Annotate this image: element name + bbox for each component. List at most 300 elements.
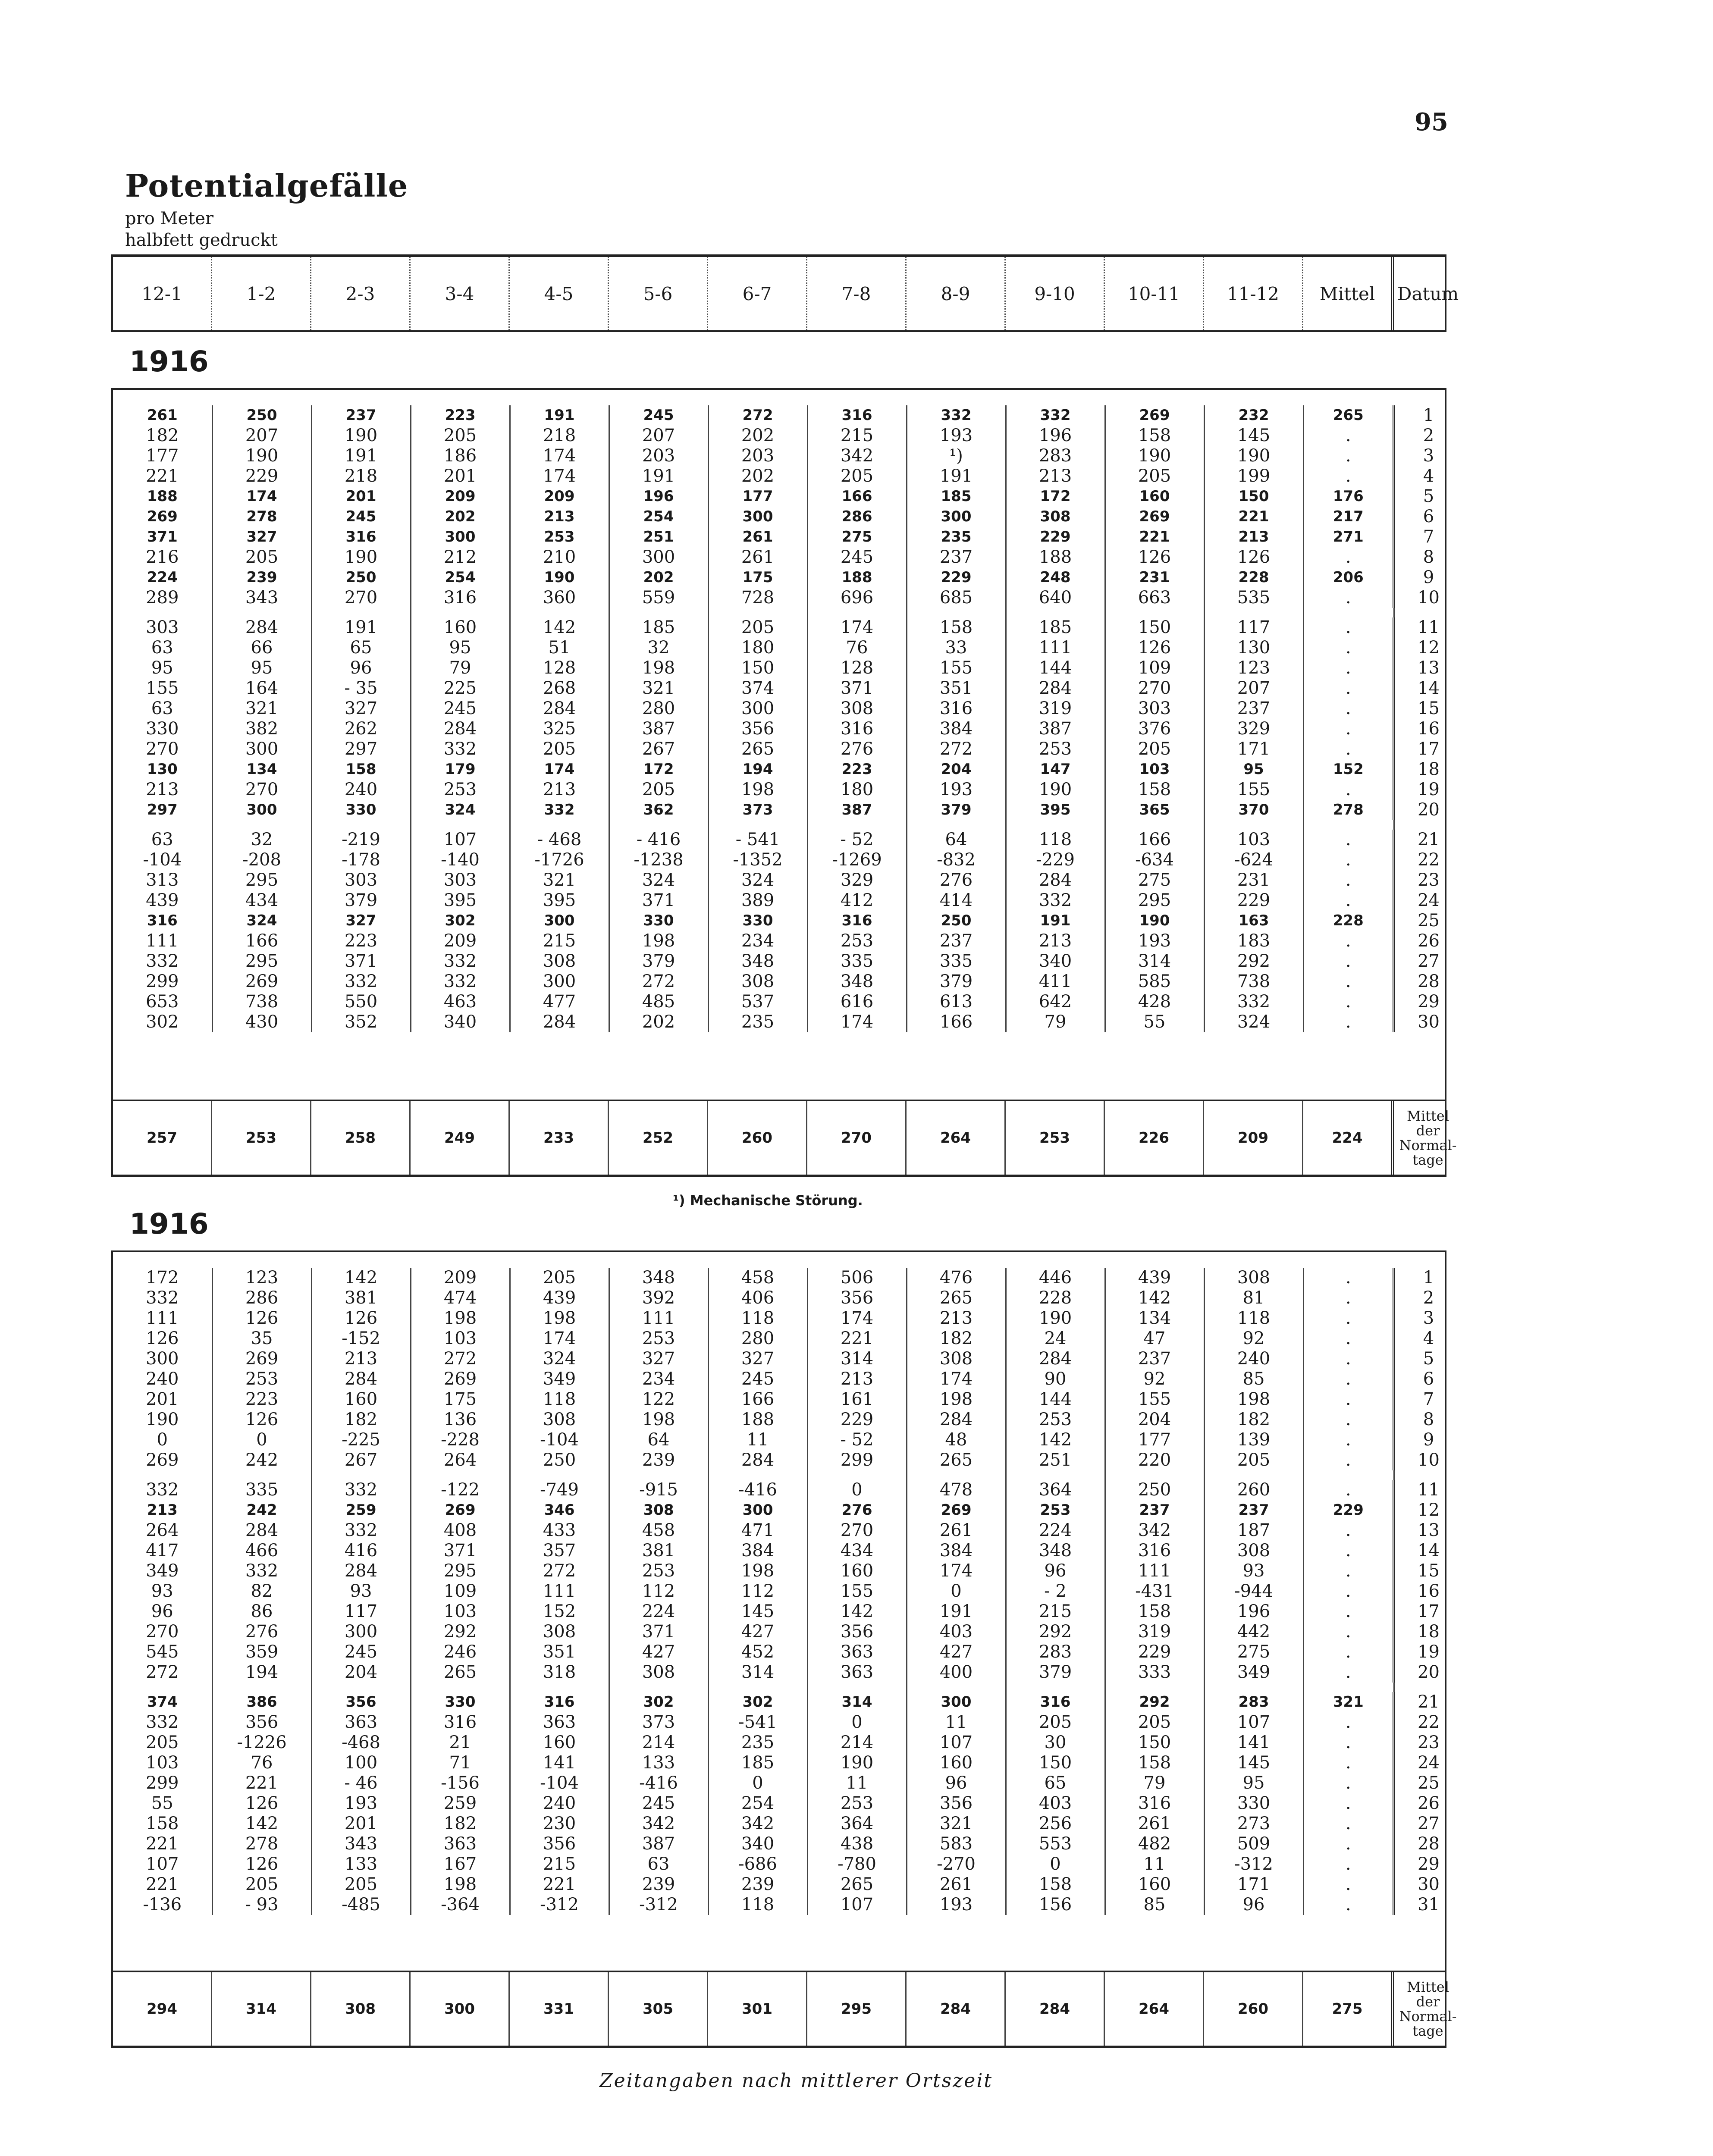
value-cell: 272 (411, 1349, 510, 1369)
value-cell: 201 (311, 1814, 411, 1834)
value-cell: 327 (311, 911, 411, 931)
value-cell: 245 (708, 1369, 807, 1389)
value-cell: 270 (113, 739, 212, 759)
date-cell: 5 (1423, 1349, 1434, 1369)
value-cell: 111 (1105, 1561, 1204, 1581)
subtitle-line-1: pro Meter (125, 209, 214, 229)
value-cell: 66 (212, 638, 311, 658)
value-cell: 332 (411, 971, 510, 992)
value-cell: 262 (311, 719, 411, 739)
mean-cell: . (1303, 1389, 1394, 1410)
value-cell: 283 (1204, 1692, 1303, 1712)
value-cell: 86 (212, 1601, 311, 1622)
value-cell: 229 (212, 466, 311, 486)
value-cell: 204 (1105, 1410, 1204, 1430)
value-cell: 55 (1105, 1012, 1204, 1032)
value-cell: 240 (113, 1369, 212, 1389)
value-cell: 128 (510, 658, 609, 678)
value-cell: 316 (807, 405, 907, 426)
value-cell: 284 (1006, 1349, 1105, 1369)
value-cell: 155 (113, 678, 212, 699)
value-cell: 327 (311, 699, 411, 719)
value-cell: 213 (113, 780, 212, 800)
value-cell: 308 (1204, 1268, 1303, 1288)
value-cell: -1352 (708, 850, 807, 870)
value-cell: 300 (708, 699, 807, 719)
table-row (113, 1622, 1462, 1642)
value-cell: 166 (907, 1012, 1006, 1032)
value-cell: 201 (113, 1389, 212, 1410)
mean-value: 305 (609, 1972, 708, 2046)
value-cell: 126 (212, 1410, 311, 1430)
value-cell: 363 (807, 1662, 907, 1683)
value-cell: 185 (708, 1753, 807, 1773)
value-cell: 269 (113, 507, 212, 527)
value-cell: 224 (1006, 1520, 1105, 1541)
date-cell: 6 (1423, 507, 1434, 526)
value-cell: 163 (1204, 911, 1303, 931)
value-cell: 275 (807, 527, 907, 547)
value-cell: 553 (1006, 1834, 1105, 1854)
value-cell: 300 (212, 739, 311, 759)
value-cell: 191 (1006, 911, 1105, 931)
value-cell: 11 (1105, 1854, 1204, 1874)
mean-cell: . (1303, 1561, 1394, 1581)
value-cell: 79 (1006, 1012, 1105, 1032)
value-cell: 379 (1006, 1662, 1105, 1683)
value-cell: 204 (907, 759, 1006, 780)
value-cell: 205 (212, 547, 311, 567)
mean-label-line: Mittel (1407, 1108, 1449, 1124)
value-cell: 319 (1006, 699, 1105, 719)
value-cell: -485 (311, 1895, 411, 1915)
value-cell: 280 (708, 1329, 807, 1349)
mean-cell: . (1303, 446, 1394, 466)
value-cell: 292 (1006, 1622, 1105, 1642)
value-cell: - 46 (311, 1773, 411, 1793)
value-cell: 254 (708, 1793, 807, 1814)
mean-cell: . (1303, 426, 1394, 446)
table-row (113, 992, 1462, 1012)
table-row (113, 1268, 1462, 1288)
column-header-12: 11-12 (1204, 257, 1303, 330)
table-row (113, 1874, 1462, 1895)
value-cell: 188 (708, 1410, 807, 1430)
value-cell: 201 (311, 486, 411, 507)
value-cell: 35 (212, 1329, 311, 1349)
value-cell: -431 (1105, 1581, 1204, 1601)
table-row (113, 588, 1462, 608)
table-row (113, 1430, 1462, 1450)
value-cell: 231 (1105, 567, 1204, 588)
value-cell: 92 (1204, 1329, 1303, 1349)
value-cell: 329 (1204, 719, 1303, 739)
value-cell: 205 (510, 739, 609, 759)
date-cell: 1 (1423, 1268, 1434, 1288)
value-cell: 190 (1006, 1308, 1105, 1329)
mean-cell: . (1303, 1410, 1394, 1430)
value-cell: 324 (708, 870, 807, 890)
value-cell: 133 (311, 1854, 411, 1874)
value-cell: 158 (1105, 1753, 1204, 1773)
value-cell: ¹) (907, 446, 1006, 466)
date-cell: 22 (1418, 850, 1440, 870)
mean-value: 284 (907, 1972, 1006, 2046)
value-cell: 269 (212, 971, 311, 992)
value-cell: -416 (708, 1480, 807, 1500)
value-cell: 198 (708, 1561, 807, 1581)
value-cell: 400 (907, 1662, 1006, 1683)
value-cell: -156 (411, 1773, 510, 1793)
date-cell: 10 (1418, 1450, 1440, 1470)
value-cell: 215 (1006, 1601, 1105, 1622)
value-cell: 302 (609, 1692, 708, 1712)
value-cell: 145 (708, 1601, 807, 1622)
value-cell: 205 (1204, 1450, 1303, 1470)
value-cell: 213 (311, 1349, 411, 1369)
value-cell: 384 (907, 719, 1006, 739)
value-cell: 349 (510, 1369, 609, 1389)
value-cell: 134 (1105, 1308, 1204, 1329)
value-cell: 95 (1204, 1773, 1303, 1793)
mean-label-line: Normal- (1399, 2008, 1457, 2024)
value-cell: 187 (1204, 1520, 1303, 1541)
value-cell: 356 (907, 1793, 1006, 1814)
value-cell: 111 (510, 1581, 609, 1601)
value-cell: 300 (311, 1622, 411, 1642)
value-cell: 321 (609, 678, 708, 699)
mean-value: 252 (609, 1101, 708, 1175)
value-cell: 144 (1006, 1389, 1105, 1410)
value-cell: 292 (411, 1622, 510, 1642)
table-row (113, 527, 1462, 547)
mean-label (1394, 1101, 1462, 1175)
data-table (113, 405, 1462, 1032)
value-cell: 653 (113, 992, 212, 1012)
value-cell: 300 (907, 507, 1006, 527)
mean-label-line: Normal- (1399, 1137, 1457, 1153)
value-cell: 384 (907, 1541, 1006, 1561)
value-cell: 395 (411, 890, 510, 911)
value-cell: 284 (311, 1369, 411, 1389)
table-row (113, 1733, 1462, 1753)
value-cell: 330 (609, 911, 708, 931)
value-cell: 246 (411, 1642, 510, 1662)
date-cell: 29 (1418, 1854, 1440, 1874)
value-cell: 180 (807, 780, 907, 800)
value-cell: 145 (1204, 426, 1303, 446)
value-cell: 276 (907, 870, 1006, 890)
mean-value: 264 (1105, 1972, 1204, 2046)
value-cell: 332 (1006, 890, 1105, 911)
value-cell: -749 (510, 1480, 609, 1500)
column-header-11: 10-11 (1105, 257, 1204, 330)
value-cell: 265 (807, 1874, 907, 1895)
value-cell: 229 (907, 567, 1006, 588)
value-cell: 209 (411, 486, 510, 507)
value-cell: -122 (411, 1480, 510, 1500)
value-cell: 218 (311, 466, 411, 486)
value-cell: 332 (311, 1480, 411, 1500)
table-row (113, 850, 1462, 870)
value-cell: 221 (113, 1834, 212, 1854)
value-cell: 284 (510, 699, 609, 719)
column-header-1: 12-1 (113, 257, 212, 330)
value-cell: 403 (1006, 1793, 1105, 1814)
value-cell: 382 (212, 719, 311, 739)
value-cell: 265 (907, 1288, 1006, 1308)
value-cell: 438 (807, 1834, 907, 1854)
table-row (113, 405, 1462, 426)
date-cell: 21 (1418, 830, 1440, 849)
value-cell: 265 (411, 1662, 510, 1683)
mean-value: 331 (510, 1972, 609, 2046)
value-cell: 299 (807, 1450, 907, 1470)
value-cell: 100 (311, 1753, 411, 1773)
section-year: 1916 (129, 1207, 209, 1241)
value-cell: 96 (907, 1773, 1006, 1793)
value-cell: 254 (609, 507, 708, 527)
value-cell: 283 (1006, 446, 1105, 466)
column-header-4: 3-4 (411, 257, 510, 330)
value-cell: -312 (510, 1895, 609, 1915)
value-cell: 318 (510, 1662, 609, 1683)
value-cell: 229 (1006, 527, 1105, 547)
value-cell: 239 (708, 1874, 807, 1895)
value-cell: 0 (807, 1480, 907, 1500)
value-cell: 109 (411, 1581, 510, 1601)
value-cell: 439 (113, 890, 212, 911)
value-cell: 198 (609, 1410, 708, 1430)
value-cell: 261 (708, 547, 807, 567)
date-cell: 3 (1423, 1308, 1434, 1328)
value-cell: 191 (609, 466, 708, 486)
value-cell: 221 (113, 1874, 212, 1895)
value-cell: 209 (411, 1268, 510, 1288)
value-cell: 269 (113, 1450, 212, 1470)
value-cell: 316 (907, 699, 1006, 719)
value-cell: 640 (1006, 588, 1105, 608)
value-cell: 81 (1204, 1288, 1303, 1308)
value-cell: 314 (708, 1662, 807, 1683)
mean-value: 253 (1006, 1101, 1105, 1175)
date-cell: 3 (1423, 446, 1434, 466)
value-cell: 117 (311, 1601, 411, 1622)
column-header-2: 1-2 (212, 257, 311, 330)
value-cell: 351 (510, 1642, 609, 1662)
date-cell: 4 (1423, 1329, 1434, 1348)
mean-cell: . (1303, 890, 1394, 911)
value-cell: 65 (311, 638, 411, 658)
value-cell: 330 (411, 1692, 510, 1712)
value-cell: 471 (708, 1520, 807, 1541)
mean-cell: . (1303, 1793, 1394, 1814)
value-cell: 278 (212, 507, 311, 527)
value-cell: 118 (708, 1308, 807, 1329)
table-row (113, 830, 1462, 850)
value-cell: 270 (311, 588, 411, 608)
value-cell: 379 (609, 951, 708, 971)
value-cell: 302 (708, 1692, 807, 1712)
value-cell: 374 (113, 1692, 212, 1712)
value-cell: 379 (907, 800, 1006, 820)
date-cell: 17 (1418, 739, 1440, 759)
value-cell: 63 (113, 830, 212, 850)
value-cell: 205 (1006, 1712, 1105, 1733)
value-cell: 207 (212, 426, 311, 446)
mean-cell: . (1303, 1642, 1394, 1662)
value-cell: 340 (1006, 951, 1105, 971)
table-row (113, 567, 1462, 588)
value-cell: 11 (807, 1773, 907, 1793)
value-cell: 387 (807, 800, 907, 820)
mean-value: 233 (510, 1101, 609, 1175)
table-row (113, 719, 1462, 739)
section-year: 1916 (129, 345, 209, 378)
value-cell: 232 (1204, 405, 1303, 426)
value-cell: 300 (609, 547, 708, 567)
value-cell: 177 (708, 486, 807, 507)
mean-cell: 271 (1303, 527, 1394, 547)
value-cell: 136 (411, 1410, 510, 1430)
value-cell: 314 (1105, 951, 1204, 971)
value-cell: 264 (411, 1450, 510, 1470)
date-cell: 8 (1423, 1410, 1434, 1429)
value-cell: -541 (708, 1712, 807, 1733)
caption: Zeitangaben nach mittlerer Ortszeit (599, 2070, 993, 2092)
table-row (113, 1480, 1462, 1500)
value-cell: 240 (1204, 1349, 1303, 1369)
value-cell: 270 (807, 1520, 907, 1541)
value-cell: 107 (807, 1895, 907, 1915)
value-cell: 223 (212, 1389, 311, 1410)
table-row (113, 1712, 1462, 1733)
value-cell: 321 (212, 699, 311, 719)
value-cell: 112 (609, 1581, 708, 1601)
value-cell: 356 (311, 1692, 411, 1712)
mean-cell: . (1303, 466, 1394, 486)
value-cell: 250 (907, 911, 1006, 931)
value-cell: 303 (113, 617, 212, 638)
value-cell: 363 (411, 1834, 510, 1854)
value-cell: 373 (609, 1712, 708, 1733)
value-cell: 228 (1204, 567, 1303, 588)
value-cell: 194 (212, 1662, 311, 1683)
value-cell: 166 (708, 1389, 807, 1410)
value-cell: 245 (807, 547, 907, 567)
value-cell: 327 (609, 1349, 708, 1369)
value-cell: 191 (907, 466, 1006, 486)
value-cell: 342 (807, 446, 907, 466)
mean-value: 270 (807, 1101, 907, 1175)
value-cell: 128 (807, 658, 907, 678)
value-cell: 175 (411, 1389, 510, 1410)
value-cell: 253 (609, 1329, 708, 1349)
value-cell: 191 (311, 446, 411, 466)
value-cell: 225 (411, 678, 510, 699)
value-cell: 316 (411, 1712, 510, 1733)
date-cell: 4 (1423, 466, 1434, 486)
value-cell: 93 (113, 1581, 212, 1601)
value-cell: 174 (807, 1308, 907, 1329)
value-cell: 371 (609, 1622, 708, 1642)
mean-value: 226 (1105, 1101, 1204, 1175)
value-cell: 215 (510, 1854, 609, 1874)
value-cell: 330 (311, 800, 411, 820)
value-cell: 229 (1204, 890, 1303, 911)
value-cell: 300 (212, 800, 311, 820)
mean-value: 260 (708, 1101, 807, 1175)
value-cell: 272 (510, 1561, 609, 1581)
value-cell: -104 (510, 1430, 609, 1450)
value-cell: 286 (212, 1288, 311, 1308)
value-cell: 64 (609, 1430, 708, 1450)
value-cell: 191 (311, 617, 411, 638)
value-cell: 371 (807, 678, 907, 699)
value-cell: 356 (807, 1288, 907, 1308)
date-cell: 15 (1418, 699, 1440, 718)
table-row (113, 547, 1462, 567)
value-cell: -686 (708, 1854, 807, 1874)
value-cell: 76 (212, 1753, 311, 1773)
value-cell: 316 (807, 911, 907, 931)
value-cell: 342 (609, 1814, 708, 1834)
mean-cell: . (1303, 951, 1394, 971)
mean-row (111, 1100, 1457, 1177)
value-cell: 371 (113, 527, 212, 547)
value-cell: 90 (1006, 1369, 1105, 1389)
value-cell: 21 (411, 1733, 510, 1753)
value-cell: 174 (907, 1561, 1006, 1581)
value-cell: 335 (807, 951, 907, 971)
value-cell: 316 (113, 911, 212, 931)
value-cell: 613 (907, 992, 1006, 1012)
date-cell: 1 (1423, 405, 1434, 425)
value-cell: 234 (708, 931, 807, 951)
value-cell: 172 (1006, 486, 1105, 507)
value-cell: 335 (212, 1480, 311, 1500)
value-cell: 352 (311, 1012, 411, 1032)
value-cell: 174 (510, 1329, 609, 1349)
value-cell: 303 (311, 870, 411, 890)
table-row (113, 1520, 1462, 1541)
date-cell: 16 (1418, 1581, 1440, 1601)
value-cell: 229 (1105, 1642, 1204, 1662)
value-cell: 150 (1204, 486, 1303, 507)
date-cell: 23 (1418, 870, 1440, 890)
value-cell: 198 (411, 1874, 510, 1895)
value-cell: 272 (907, 739, 1006, 759)
value-cell: 32 (212, 830, 311, 850)
mean-value: 249 (411, 1101, 510, 1175)
mean-label-line: der (1416, 1993, 1440, 2010)
value-cell: 364 (1006, 1480, 1105, 1500)
value-cell: 364 (807, 1814, 907, 1834)
value-cell: 174 (807, 617, 907, 638)
value-cell: -312 (1204, 1854, 1303, 1874)
value-cell: 259 (311, 1500, 411, 1520)
value-cell: 478 (907, 1480, 1006, 1500)
value-cell: 96 (311, 658, 411, 678)
value-cell: 139 (1204, 1430, 1303, 1450)
value-cell: 300 (708, 507, 807, 527)
value-cell: 210 (510, 547, 609, 567)
value-cell: 253 (212, 1369, 311, 1389)
value-cell: 205 (311, 1874, 411, 1895)
value-cell: 209 (510, 486, 609, 507)
mean-cell: 206 (1303, 567, 1394, 588)
mean-cell: . (1303, 992, 1394, 1012)
